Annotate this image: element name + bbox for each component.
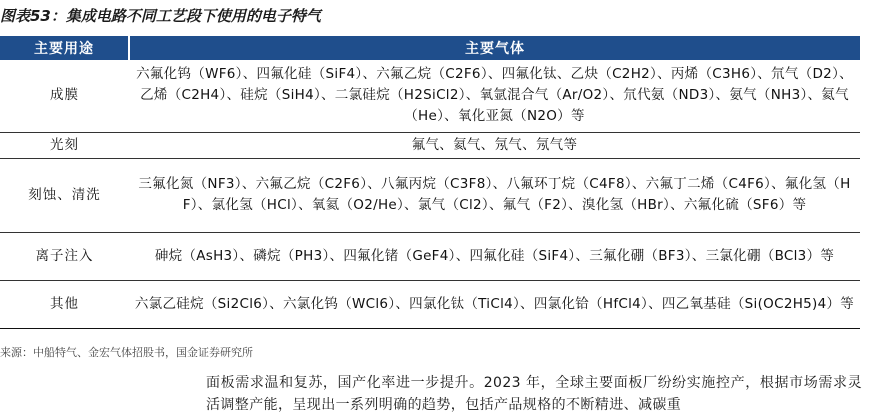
table-row — [0, 232, 860, 280]
source-note: 来源：中船特气、金宏气体招股书，国金证券研究所 — [0, 346, 253, 359]
row-use: 刻蚀、清洗 — [0, 158, 129, 232]
gas-table — [0, 36, 860, 329]
header-gases: 主要气体 — [129, 36, 860, 60]
row-gases: 六氟化钨（WF6）、四氟化硅（SiF4）、六氟乙烷（C2F6）、四氟化钛、乙炔（C2H2）、丙烯（C3H6）、氘气（D2）、乙烯（C2H4）、硅烷（SiH4）、二氯硅烷（H2SiCl2）、氧氩混合气（Ar/O2）、氘代氨（ND3）、氨气（NH3）、氦气（He）、氧化亚氮（N2O）等 — [129, 60, 860, 132]
figure-title: 图表53：集成电路不同工艺段下使用的电子特气 — [0, 7, 321, 25]
table-row — [0, 280, 860, 328]
table-row — [0, 60, 860, 132]
row-use: 其他 — [0, 280, 129, 328]
row-gases: 六氯乙硅烷（Si2Cl6）、六氯化钨（WCl6）、四氯化钛（TiCl4）、四氯化铪（HfCl4）、四乙氧基硅（Si(OC2H5)4）等 — [129, 280, 860, 328]
row-gases: 砷烷（AsH3）、磷烷（PH3）、四氟化锗（GeF4）、四氟化硅（SiF4）、三氟化硼（BF3）、三氯化硼（BCl3）等 — [129, 232, 860, 280]
row-gases: 氟气、氦气、氖气、氖气等 — [129, 132, 860, 158]
header-use: 主要用途 — [0, 36, 129, 60]
row-use: 离子注入 — [0, 232, 129, 280]
row-use: 光刻 — [0, 132, 129, 158]
table-header-row — [0, 36, 860, 60]
row-gases: 三氟化氮（NF3）、六氟乙烷（C2F6）、八氟丙烷（C3F8）、八氟环丁烷（C4F8）、六氟丁二烯（C4F6）、氟化氢（HF）、氯化氢（HCl）、氧氦（O2/He）、氯气（Cl2）、氟气（F2）、溴化氢（HBr）、六氟化硫（SF6）等 — [129, 158, 860, 232]
body-paragraph: 面板需求温和复苏，国产化率进一步提升。2023 年，全球主要面板厂纷纷实施控产，根据市场需求灵活调整产能，呈现出一系列明确的趋势，包括产品规格的不断精进、减碳重 — [206, 375, 862, 413]
table-row — [0, 132, 860, 158]
row-use: 成膜 — [0, 60, 129, 132]
table-row — [0, 158, 860, 232]
